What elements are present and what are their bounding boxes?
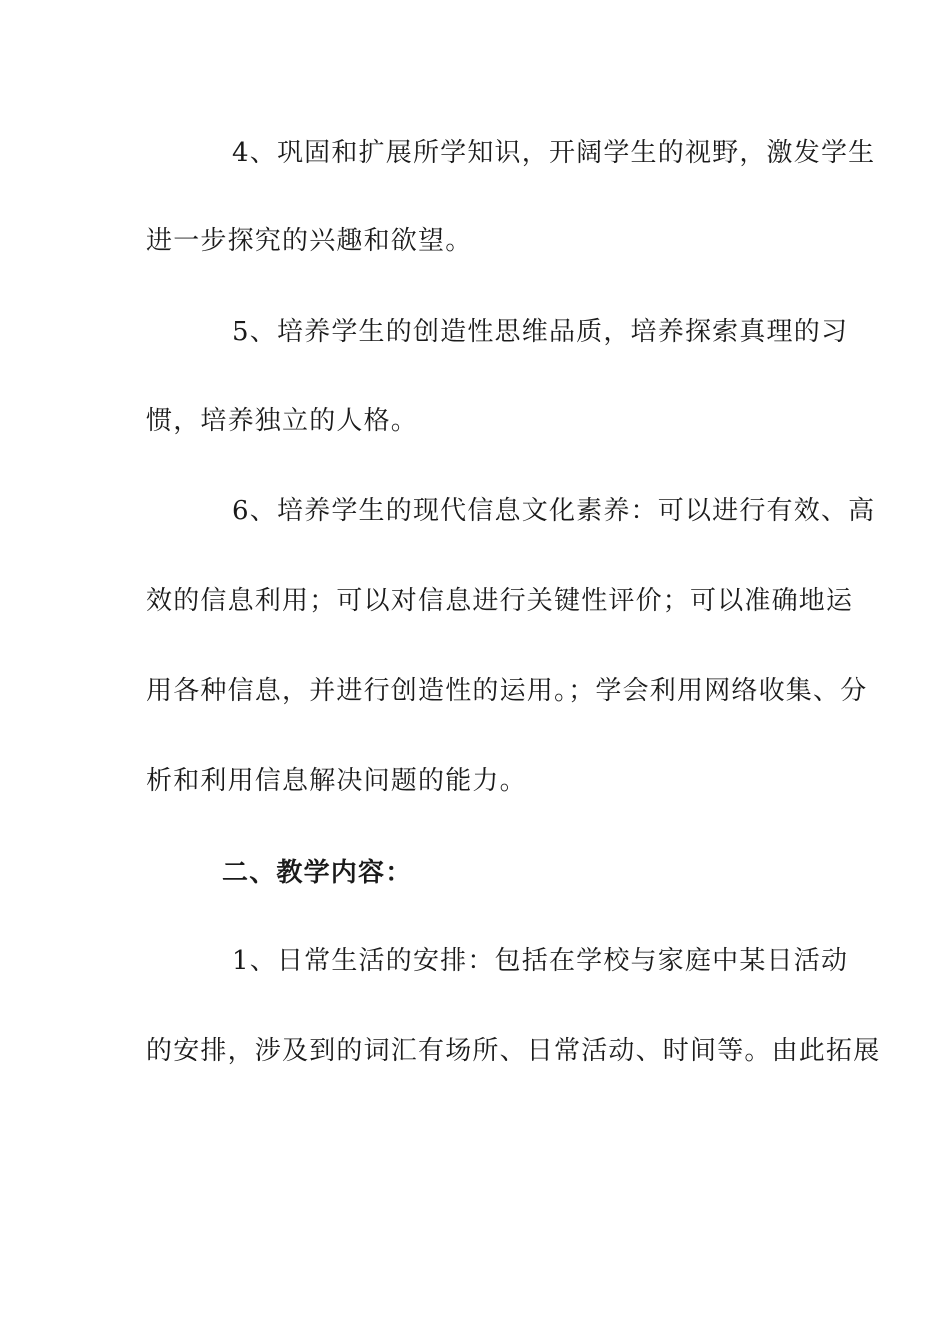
paragraph-6-line-2: 效的信息利用；可以对信息进行关键性评价；可以准确地运 <box>146 586 854 616</box>
section-paragraph-1-line-2: 的安排，涉及到的词汇有场所、日常活动、时间等。由此拓展 <box>146 1036 881 1066</box>
paragraph-6-line-4: 析和利用信息解决问题的能力。 <box>146 766 527 796</box>
section-paragraph-1-line-1: 1、日常生活的安排：包括在学校与家庭中某日活动 <box>232 946 849 976</box>
paragraph-4-line-2: 进一步探究的兴趣和欲望。 <box>146 226 473 256</box>
paragraph-6-line-1: 6、培养学生的现代信息文化素养：可以进行有效、高 <box>232 496 876 526</box>
section-heading: 二、教学内容： <box>222 858 413 888</box>
paragraph-6-line-3: 用各种信息，并进行创造性的运用。；学会利用网络收集、分 <box>146 676 868 706</box>
paragraph-5-line-2: 惯，培养独立的人格。 <box>146 406 419 436</box>
paragraph-5-line-1: 5、培养学生的创造性思维品质，培养探索真理的习 <box>232 317 849 347</box>
paragraph-4-line-1: 4、巩固和扩展所学知识，开阔学生的视野，激发学生 <box>232 138 876 168</box>
